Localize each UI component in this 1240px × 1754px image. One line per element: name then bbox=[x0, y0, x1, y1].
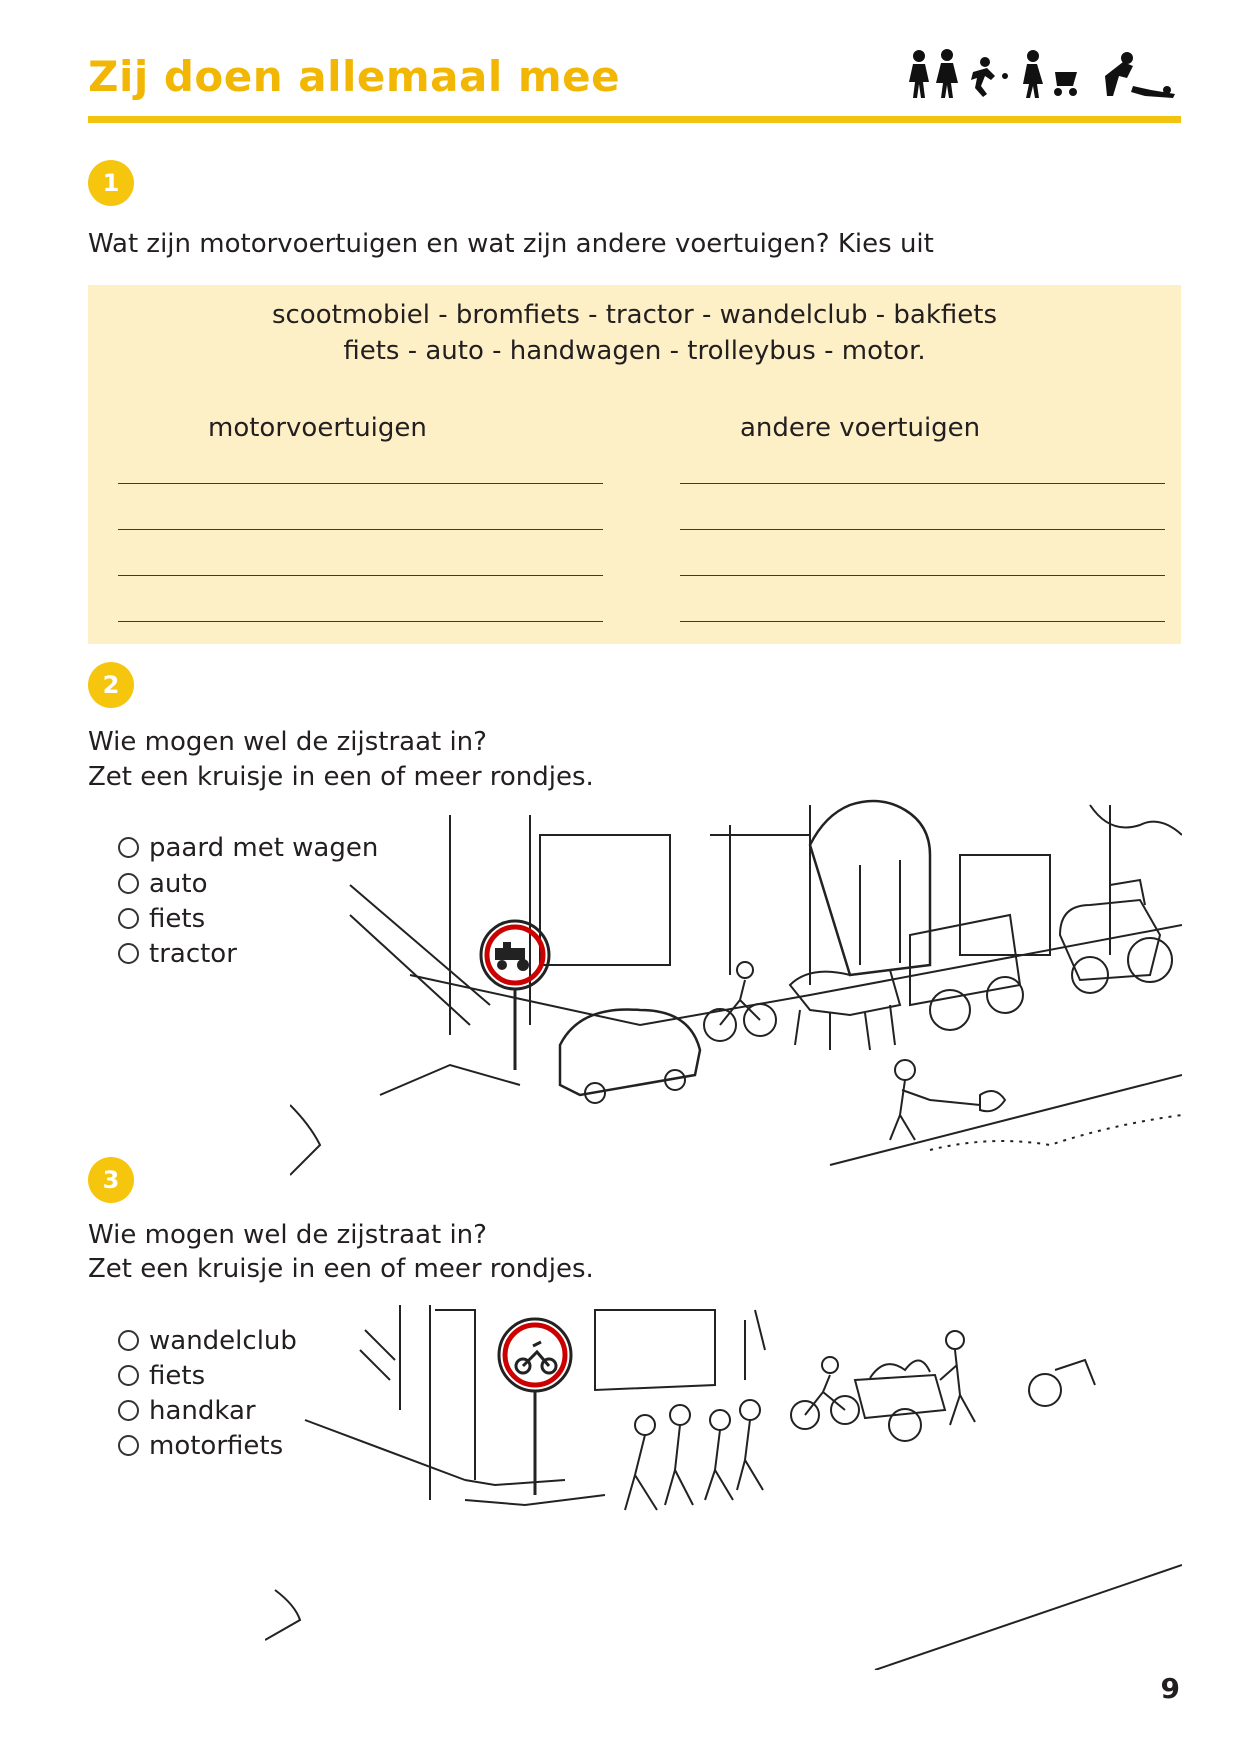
option-auto[interactable]: auto bbox=[118, 866, 208, 901]
exercise-number-badge: 2 bbox=[88, 662, 134, 708]
exercise-number-badge: 1 bbox=[88, 160, 134, 206]
answer-line[interactable] bbox=[118, 483, 603, 484]
checkbox-circle[interactable] bbox=[118, 837, 139, 858]
exercise2-question-line: Zet een kruisje in een of meer rondjes. bbox=[88, 762, 594, 792]
answer-line[interactable] bbox=[680, 575, 1165, 576]
word-bank-box bbox=[88, 285, 1181, 644]
column-header-motorvoertuigen: motorvoertuigen bbox=[208, 413, 427, 443]
answer-line[interactable] bbox=[680, 483, 1165, 484]
people-figures-icon bbox=[905, 48, 1180, 100]
exercise3-question-line: Zet een kruisje in een of meer rondjes. bbox=[88, 1254, 594, 1284]
checkbox-circle[interactable] bbox=[118, 1330, 139, 1351]
checkbox-circle[interactable] bbox=[118, 873, 139, 894]
exercise2-question-line: Wie mogen wel de zijstraat in? bbox=[88, 727, 487, 757]
checkbox-circle[interactable] bbox=[118, 1400, 139, 1421]
option-paard-met-wagen[interactable]: paard met wagen bbox=[118, 830, 378, 865]
option-motorfiets[interactable]: motorfiets bbox=[118, 1428, 283, 1463]
answer-line[interactable] bbox=[680, 621, 1165, 622]
page-title: Zij doen allemaal mee bbox=[88, 52, 621, 101]
exercise3-question-line: Wie mogen wel de zijstraat in? bbox=[88, 1220, 487, 1250]
exercise1-instruction: Wat zijn motorvoertuigen en wat zijn andere voertuigen? Kies uit bbox=[88, 229, 934, 259]
option-fiets[interactable]: fiets bbox=[118, 901, 205, 936]
title-underline bbox=[88, 116, 1181, 123]
word-bank-line: fiets - auto - handwagen - trolleybus - motor. bbox=[343, 336, 926, 366]
answer-line[interactable] bbox=[680, 529, 1165, 530]
checkbox-circle[interactable] bbox=[118, 1365, 139, 1386]
checkbox-circle[interactable] bbox=[118, 943, 139, 964]
option-tractor[interactable]: tractor bbox=[118, 936, 237, 971]
answer-line[interactable] bbox=[118, 575, 603, 576]
option-handkar[interactable]: handkar bbox=[118, 1393, 256, 1428]
exercise-number-badge: 3 bbox=[88, 1157, 134, 1203]
checkbox-circle[interactable] bbox=[118, 908, 139, 929]
option-fiets[interactable]: fiets bbox=[118, 1358, 205, 1393]
option-wandelclub[interactable]: wandelclub bbox=[118, 1323, 297, 1358]
word-bank-line: scootmobiel - bromfiets - tractor - wandelclub - bakfiets bbox=[271, 300, 998, 330]
answer-line[interactable] bbox=[118, 529, 603, 530]
checkbox-circle[interactable] bbox=[118, 1435, 139, 1456]
answer-line[interactable] bbox=[118, 621, 603, 622]
street-scene-no-tractor-sign-icon bbox=[290, 795, 1182, 1195]
street-scene-no-motorcycle-sign-icon bbox=[265, 1300, 1182, 1670]
column-header-andere-voertuigen: andere voertuigen bbox=[740, 413, 981, 443]
page-number: 9 bbox=[1160, 1672, 1180, 1705]
